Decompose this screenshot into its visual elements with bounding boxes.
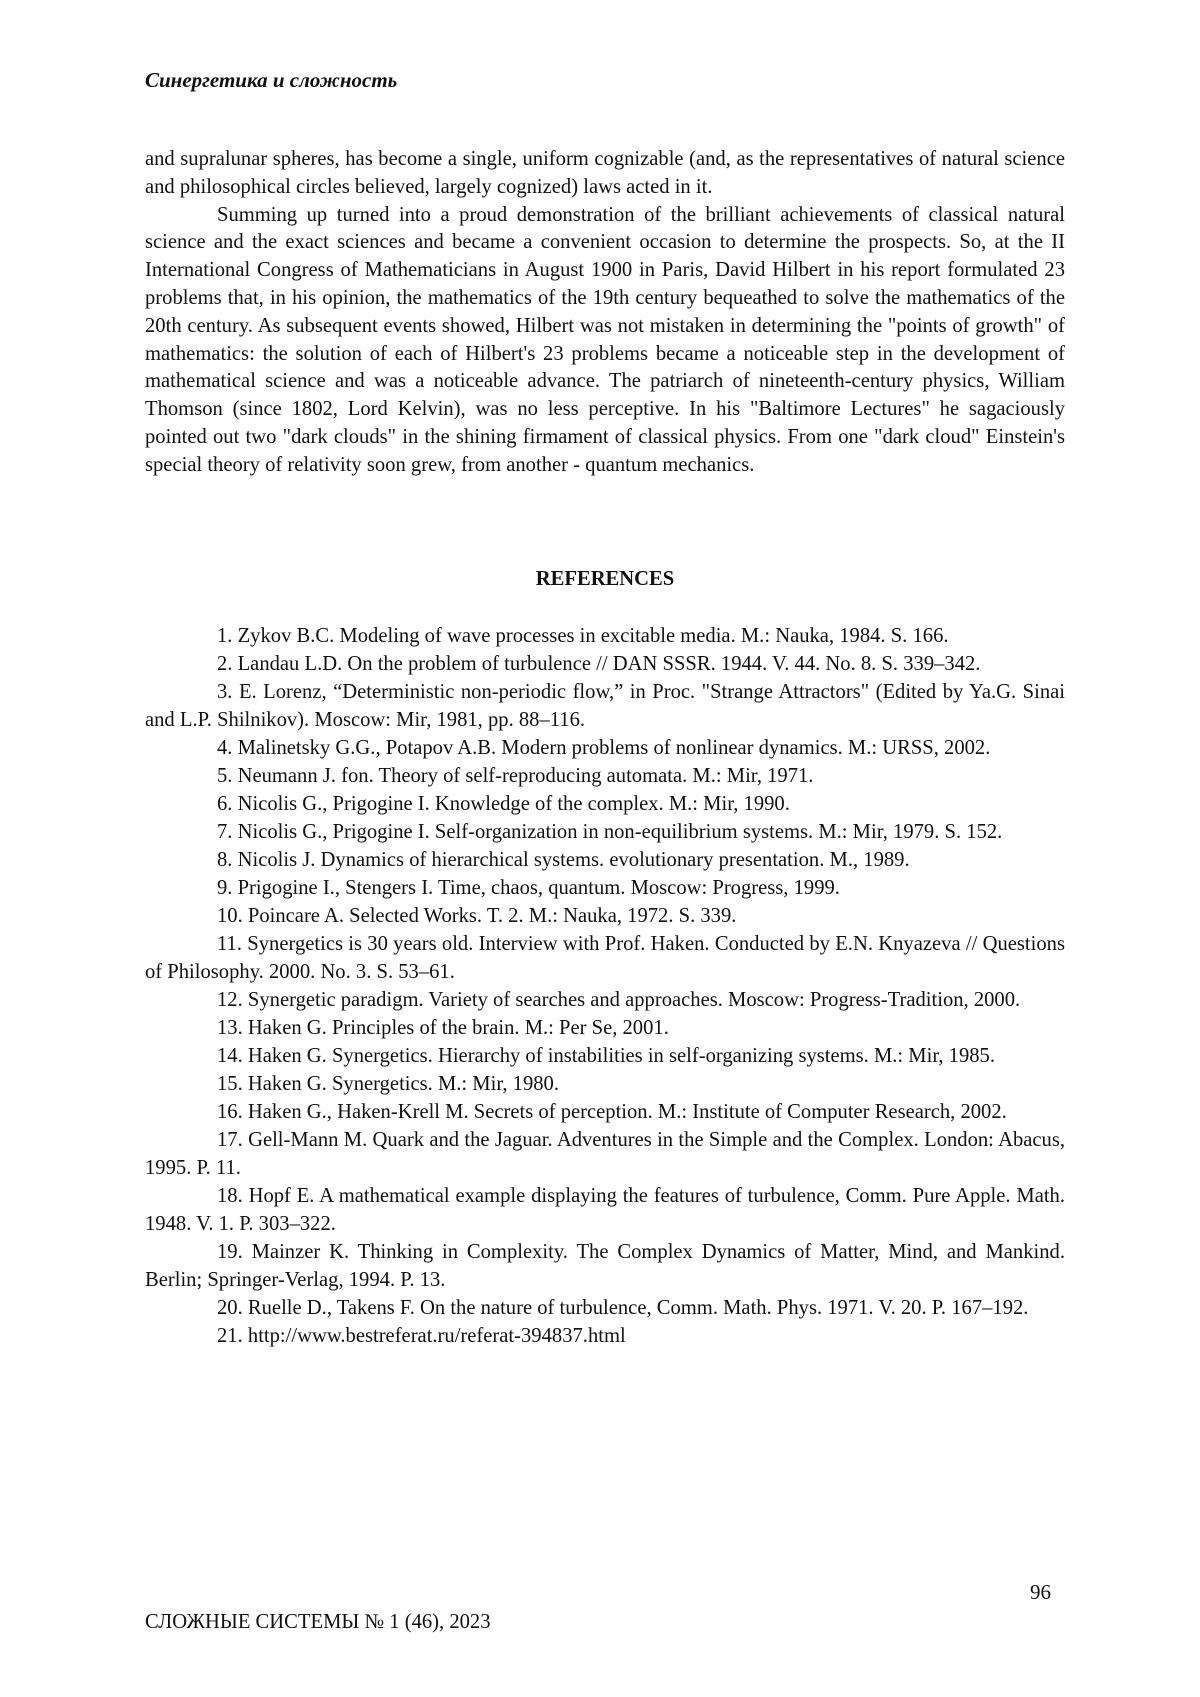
reference-item: 3. E. Lorenz, “Deterministic non-periodic flow,” in Proc. "Strange Attractors" (Edited by Ya.G. Sinai and L.P. Shilnikov). Moscow: Mir, 1981, pp. 88–116.: [145, 681, 1065, 731]
reference-item: 5. Neumann J. fon. Theory of self-reproducing automata. M.: Mir, 1971.: [217, 765, 814, 787]
reference-item: 16. Haken G., Haken-Krell M. Secrets of perception. M.: Institute of Computer Research, 2002.: [217, 1101, 1007, 1123]
page-number: 96: [1030, 1580, 1051, 1604]
reference-item: 6. Nicolis G., Prigogine I. Knowledge of the complex. M.: Mir, 1990.: [217, 793, 790, 815]
reference-item: 19. Mainzer K. Thinking in Complexity. The Complex Dynamics of Matter, Mind, and Mankind. Berlin; Springer-Verlag, 1994. P. 13.: [145, 1241, 1065, 1291]
reference-item: 9. Prigogine I., Stengers I. Time, chaos, quantum. Moscow: Progress, 1999.: [217, 877, 840, 899]
reference-item: 8. Nicolis J. Dynamics of hierarchical systems. evolutionary presentation. M., 1989.: [217, 849, 910, 871]
references-list: [145, 622, 1065, 1350]
journal-footer: СЛОЖНЫЕ СИСТЕМЫ № 1 (46), 2023: [145, 1611, 491, 1633]
reference-item: 7. Nicolis G., Prigogine I. Self-organization in non-equilibrium systems. M.: Mir, 1979. S. 152.: [217, 821, 1003, 843]
references-heading: REFERENCES: [535, 568, 675, 590]
reference-item: 12. Synergetic paradigm. Variety of searches and approaches. Moscow: Progress-Tradition, 2000.: [217, 989, 1021, 1011]
reference-item: 4. Malinetsky G.G., Potapov A.B. Modern problems of nonlinear dynamics. M.: URSS, 2002.: [217, 737, 991, 759]
body-text: [145, 146, 1065, 480]
reference-item: 18. Hopf E. A mathematical example displaying the features of turbulence, Comm. Pure Apple. Math. 1948. V. 1. P. 303–322.: [145, 1185, 1065, 1235]
paragraph: and supralunar spheres, has become a single, uniform cognizable (and, as the representatives of natural science and philosophical circles believed, largely cognized) laws acted in it.: [145, 148, 1065, 198]
reference-item: 11. Synergetics is 30 years old. Interview with Prof. Haken. Conducted by E.N. Knyazeva // Questions of Philosophy. 2000. No. 3. S. 53–61.: [145, 933, 1065, 983]
reference-item: 17. Gell-Mann M. Quark and the Jaguar. Adventures in the Simple and the Complex. London: Abacus, 1995. P. 11.: [145, 1129, 1065, 1179]
reference-item: 2. Landau L.D. On the problem of turbulence // DAN SSSR. 1944. V. 44. No. 8. S. 339–342.: [217, 653, 981, 675]
reference-item: 14. Haken G. Synergetics. Hierarchy of instabilities in self-organizing systems. M.: Mir, 1985.: [217, 1045, 995, 1067]
reference-item: 15. Haken G. Synergetics. M.: Mir, 1980.: [217, 1073, 559, 1095]
reference-item: 20. Ruelle D., Takens F. On the nature of turbulence, Comm. Math. Phys. 1971. V. 20. P. 167–192.: [217, 1297, 1029, 1319]
reference-item: 21. http://www.bestreferat.ru/referat-394837.html: [217, 1325, 626, 1347]
reference-item: 1. Zykov B.C. Modeling of wave processes in excitable media. M.: Nauka, 1984. S. 166.: [217, 625, 949, 647]
paragraph: Summing up turned into a proud demonstration of the brilliant achievements of classical natural science and the exact sciences and became a convenient occasion to determine the prospects. So, at the II International Congress of Mathematicians in August 1900 in Paris, David Hilbert in his report formulated 23 problems that, in his opinion, the mathematics of the 19th century bequeathed to solve the mathematics of the 20th century. As subsequent events showed, Hilbert was not mistaken in determining the "points of growth" of mathematics: the solution of each of Hilbert's 23 problems became a noticeable step in the development of mathematical science and was a noticeable advance. The patriarch of nineteenth-century physics, William Thomson (since 1802, Lord Kelvin), was no less perceptive. In his "Baltimore Lectures" he sagaciously pointed out two "dark clouds" in the shining firmament of classical physics. From one "dark cloud" Einstein's special theory of relativity soon grew, from another - quantum mechanics.: [145, 203, 1065, 476]
running-title: Синергетика и сложность: [145, 68, 398, 92]
reference-item: 13. Haken G. Principles of the brain. M.: Per Se, 2001.: [217, 1017, 669, 1039]
reference-item: 10. Poincare A. Selected Works. T. 2. M.: Nauka, 1972. S. 339.: [217, 905, 737, 927]
